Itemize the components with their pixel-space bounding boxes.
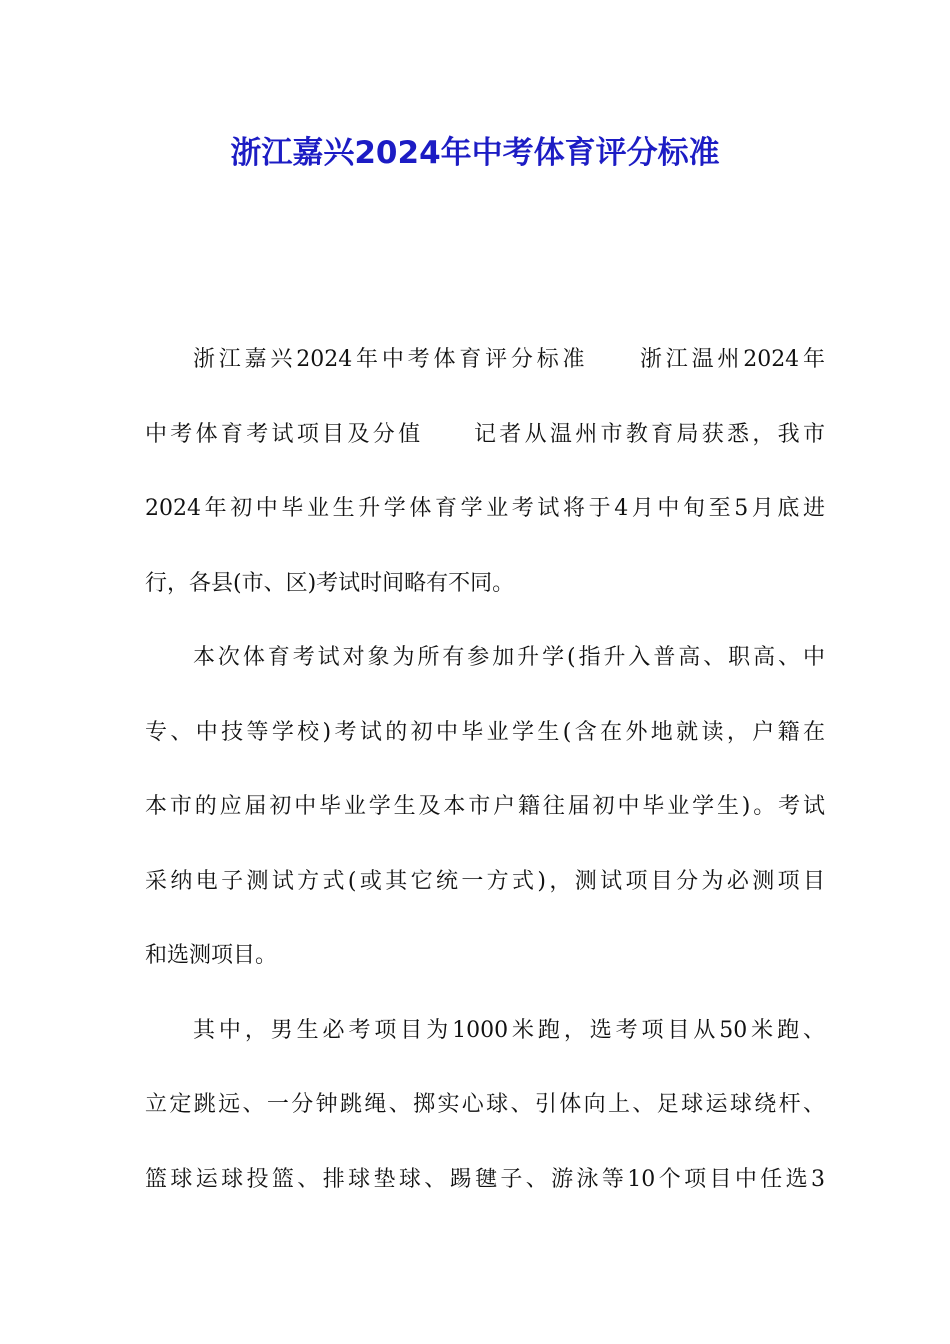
document-title: 浙江嘉兴2024年中考体育评分标准 — [230, 135, 720, 171]
paragraph-2-line-1: 本次体育考试对象为所有参加升学(指升入普高、职高、中 — [193, 645, 825, 670]
paragraph-3-line-2: 立定跳远、一分钟跳绳、掷实心球、引体向上、足球运球绕杆、 — [145, 1092, 825, 1117]
paragraph-2-line-2: 专、中技等学校)考试的初中毕业学生(含在外地就读，户籍在 — [145, 719, 825, 745]
paragraph-2-line-3: 本市的应届初中毕业学生及本市户籍往届初中毕业学生)。考试 — [145, 794, 825, 819]
paragraph-1-line-1: 浙江嘉兴2024年中考体育评分标准 浙江温州2024年 — [193, 347, 825, 372]
paragraph-3-line-3: 篮球运球投篮、排球垫球、踢毽子、游泳等10个项目中任选3 — [145, 1166, 825, 1192]
paragraph-2-line-5: 和选测项目。 — [145, 943, 278, 968]
paragraph-1-line-3: 2024年初中毕业生升学体育学业考试将于4月中旬至5月底进 — [145, 496, 825, 521]
paragraph-1-line-2: 中考体育考试项目及分值 记者从温州市教育局获悉，我市 — [145, 421, 825, 447]
paragraph-3-line-1: 其中，男生必考项目为1000米跑，选考项目从50米跑、 — [193, 1017, 825, 1043]
document-body — [145, 340, 825, 1234]
paragraph-1-line-4: 行，各县(市、区)考试时间略有不同。 — [145, 570, 515, 596]
paragraph-2-line-4: 采纳电子测试方式(或其它统一方式)，测试项目分为必测项目 — [145, 868, 825, 894]
